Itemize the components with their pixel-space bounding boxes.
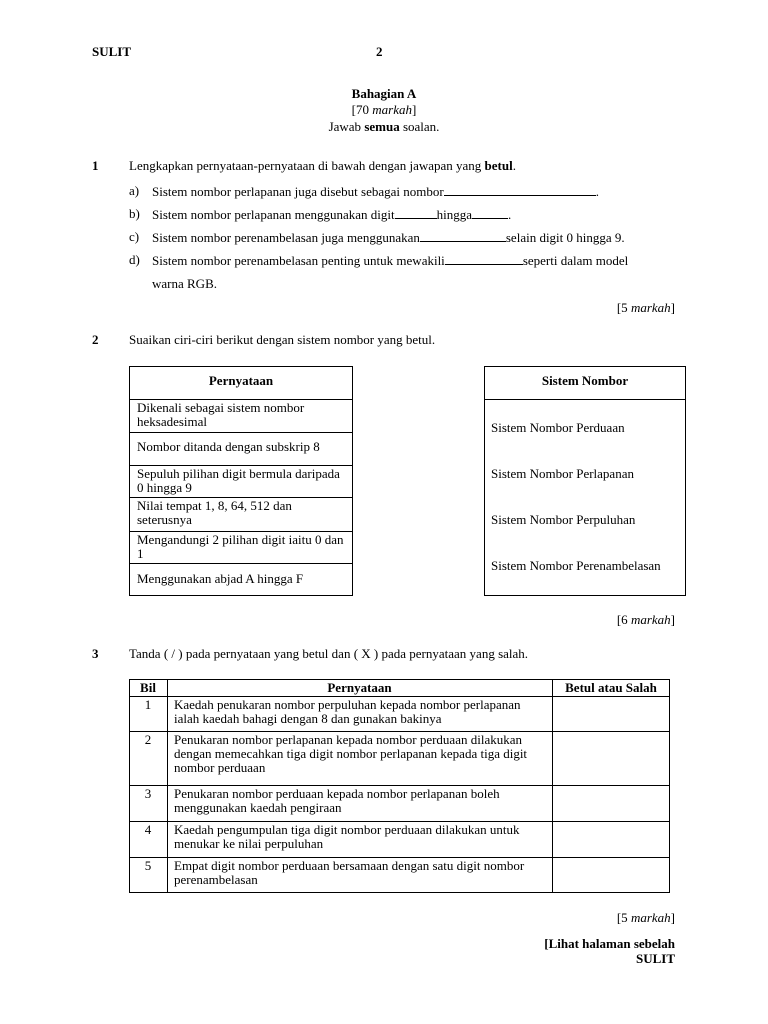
q2-system-item: Sistem Nombor Perlapanan xyxy=(491,466,634,481)
q3-answer-cell[interactable] xyxy=(553,697,669,730)
q3-row-bil: 1 xyxy=(144,697,152,712)
q1-marks: [5 markah] xyxy=(616,300,675,315)
q1c-label: c) xyxy=(129,229,140,244)
q2-system-item: Sistem Nombor Perduaan xyxy=(491,420,625,435)
q3-row-bil: 4 xyxy=(144,822,152,837)
q3-answer-cell[interactable] xyxy=(553,732,669,784)
q3-row-bil: 2 xyxy=(144,732,152,747)
q1c-text: Sistem nombor perenambelasan juga menggunakan selain digit 0 hingga 9. xyxy=(152,230,625,245)
footer-sulit: SULIT xyxy=(635,951,675,966)
q1d-blank[interactable] xyxy=(445,252,523,265)
q1b-blank1[interactable] xyxy=(395,206,437,219)
q3-row-text: Kaedah penukaran nombor perpuluhan kepada nombor perlapanan ialah kaedah bahagi dengan 8 dan gunakan bakinya xyxy=(174,697,521,726)
q2-statement-item: Nilai tempat 1, 8, 64, 512 dan seterusnya xyxy=(137,498,292,527)
q3-answer-cell[interactable] xyxy=(553,822,669,856)
q1-stem: Lengkapkan pernyataan-pernyataan di bawah dengan jawapan yang betul. xyxy=(129,158,516,173)
q2-marks: [6 markah] xyxy=(616,612,675,627)
q1d-line2: warna RGB. xyxy=(152,276,217,291)
q2-number: 2 xyxy=(92,332,99,347)
q2-right-header: Sistem Nombor xyxy=(541,373,629,388)
q1c-blank[interactable] xyxy=(420,229,506,242)
section-instruction: Jawab semua soalan. xyxy=(328,119,440,134)
q2-statement-item: Nombor ditanda dengan subskrip 8 xyxy=(137,439,320,454)
q3-row-bil: 5 xyxy=(144,858,152,873)
q3-marks: [5 markah] xyxy=(616,910,675,925)
q3-stem: Tanda ( / ) pada pernyataan yang betul dan ( X ) pada pernyataan yang salah. xyxy=(129,646,529,661)
q2-left-header: Pernyataan xyxy=(208,373,274,388)
footer-next-page: [Lihat halaman sebelah xyxy=(544,936,675,951)
q3-row-text: Empat digit nombor perduaan bersamaan dengan satu digit nombor perenambelasan xyxy=(174,858,525,887)
q3-row-text: Penukaran nombor perlapanan kepada nombor perduaan dilakukan dengan memecahkan tiga digit nombor perlapanan kepada tiga digit nombor perduaan xyxy=(174,732,528,775)
q1b-text: Sistem nombor perlapanan menggunakan digit hingga . xyxy=(152,207,512,222)
q3-header-statement: Pernyataan xyxy=(327,680,392,695)
q1d-label: d) xyxy=(129,252,140,267)
q2-system-item: Sistem Nombor Perpuluhan xyxy=(491,512,636,527)
q1a-blank[interactable] xyxy=(444,183,596,196)
q3-header-bil: Bil xyxy=(140,680,156,695)
q3-number: 3 xyxy=(92,646,99,661)
q2-statement-item: Menggunakan abjad A hingga F xyxy=(137,571,304,586)
q2-statement-item: Mengandungi 2 pilihan digit iaitu 0 dan 1 xyxy=(137,532,344,561)
section-marks: [70 markah] xyxy=(351,102,417,117)
q2-stem: Suaikan ciri-ciri berikut dengan sistem nombor yang betul. xyxy=(129,332,436,347)
q1a-label: a) xyxy=(129,183,140,198)
q3-answer-cell[interactable] xyxy=(553,786,669,820)
q1b-label: b) xyxy=(129,206,140,221)
q3-row-text: Kaedah pengumpulan tiga digit nombor perduaan dilakukan untuk menukar ke nilai perpuluhan xyxy=(174,822,520,851)
q2-statement-item: Dikenali sebagai sistem nombor heksadesimal xyxy=(137,400,305,429)
page-number: 2 xyxy=(376,44,383,59)
q2-statement-item: Sepuluh pilihan digit bermula daripada 0 hingga 9 xyxy=(137,466,340,495)
q3-answer-cell[interactable] xyxy=(553,858,669,892)
q3-header-answer: Betul atau Salah xyxy=(565,680,657,695)
q1a-text: Sistem nombor perlapanan juga disebut sebagai nombor . xyxy=(152,184,599,199)
section-title: Bahagian A xyxy=(351,86,417,101)
q3-row-bil: 3 xyxy=(144,786,152,801)
q1b-blank2[interactable] xyxy=(472,206,508,219)
q1-number: 1 xyxy=(92,158,99,173)
q2-system-item: Sistem Nombor Perenambelasan xyxy=(491,558,661,573)
q3-row-text: Penukaran nombor perduaan kepada nombor perlapanan boleh menggunakan kaedah pengiraan xyxy=(174,786,500,815)
header-sulit: SULIT xyxy=(92,44,132,59)
q1d-text: Sistem nombor perenambelasan penting untuk mewakili seperti dalam model xyxy=(152,253,629,268)
